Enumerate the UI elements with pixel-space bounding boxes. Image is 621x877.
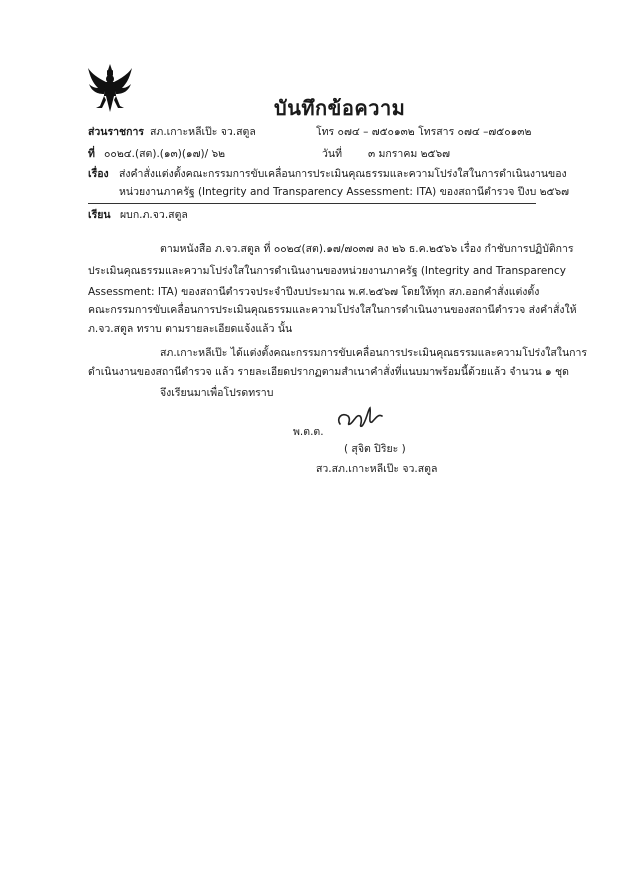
garuda-emblem-icon	[86, 62, 134, 114]
department-label: ส่วนราชการ	[88, 126, 145, 138]
signer-position: สว.สภ.เกาะหลีเป๊ะ จว.สตูล	[316, 463, 438, 475]
date-label: วันที่	[322, 148, 342, 160]
date-value: ๓ มกราคม ๒๕๖๗	[368, 148, 451, 160]
para1-line-3: Assessment: ITA) ของสถานีตำรวจประจำปีงบประมาณ พ.ศ.๒๕๖๗ โดยให้ทุก สภ.ออกคำสั่งแต่งตั้ง	[88, 286, 540, 298]
subject-label: เรื่อง	[88, 168, 109, 180]
subject-line-1: ส่งคำสั่งแต่งตั้งคณะกรรมการขับเคลื่อนการประเมินคุณธรรมและความโปร่งใสในการดำเนินงานของ	[119, 168, 567, 180]
phone-fax: โทร ๐๗๔ – ๗๕๐๑๓๒ โทรสาร ๐๗๔ –๗๕๐๑๓๒	[316, 126, 532, 138]
header-divider	[88, 203, 536, 204]
to-value: ผบก.ภ.จว.สตูล	[120, 209, 188, 221]
department-value: สภ.เกาะหลีเป๊ะ จว.สตูล	[150, 126, 256, 138]
signer-name: ( สุจิต ปิริยะ )	[344, 443, 406, 455]
handwritten-signature	[334, 404, 388, 434]
memo-title: บันทึกข้อความ	[274, 96, 406, 120]
ref-label: ที่	[88, 148, 95, 160]
para1-line-5: ภ.จว.สตูล ทราบ ตามรายละเอียดแจ้งแล้ว นั้น	[88, 323, 293, 335]
closing-text: จึงเรียนมาเพื่อโปรดทราบ	[160, 387, 274, 399]
ref-value: ๐๐๒๔.(สต).(๑๓)(๑๗)/ ๖๒	[104, 148, 226, 160]
para2-line-2: ดำเนินงานของสถานีตำรวจ แล้ว รายละเอียดปรากฏตามสำเนาคำสั่งที่แนบมาพร้อมนี้ด้วยแล้ว จำนวน ๑ ชุด	[88, 366, 569, 378]
para1-line-2: ประเมินคุณธรรมและความโปร่งใสในการดำเนินงานของหน่วยงานภาครัฐ (Integrity and Transparency	[88, 265, 566, 277]
para1-line-1: ตามหนังสือ ภ.จว.สตูล ที่ ๐๐๒๔(สต).๑๗/๗๐๓๗ ลง ๒๖ ธ.ค.๒๕๖๖ เรื่อง กำชับการปฏิบัติการ	[160, 243, 574, 255]
para1-line-4: คณะกรรมการขับเคลื่อนการประเมินคุณธรรมและความโปร่งใสในการดำเนินงานของสถานีตำรวจ ส่งคำสั่งให้	[88, 304, 577, 316]
signer-rank: พ.ต.ต.	[293, 426, 324, 438]
subject-line-2: หน่วยงานภาครัฐ (Integrity and Transparency Assessment: ITA) ของสถานีตำรวจ ปีงบ ๒๕๖๗	[119, 186, 570, 198]
para2-line-1: สภ.เกาะหลีเป๊ะ ได้แต่งตั้งคณะกรรมการขับเคลื่อนการประเมินคุณธรรมและความโปร่งใสในการ	[160, 347, 588, 359]
to-label: เรียน	[88, 209, 111, 221]
